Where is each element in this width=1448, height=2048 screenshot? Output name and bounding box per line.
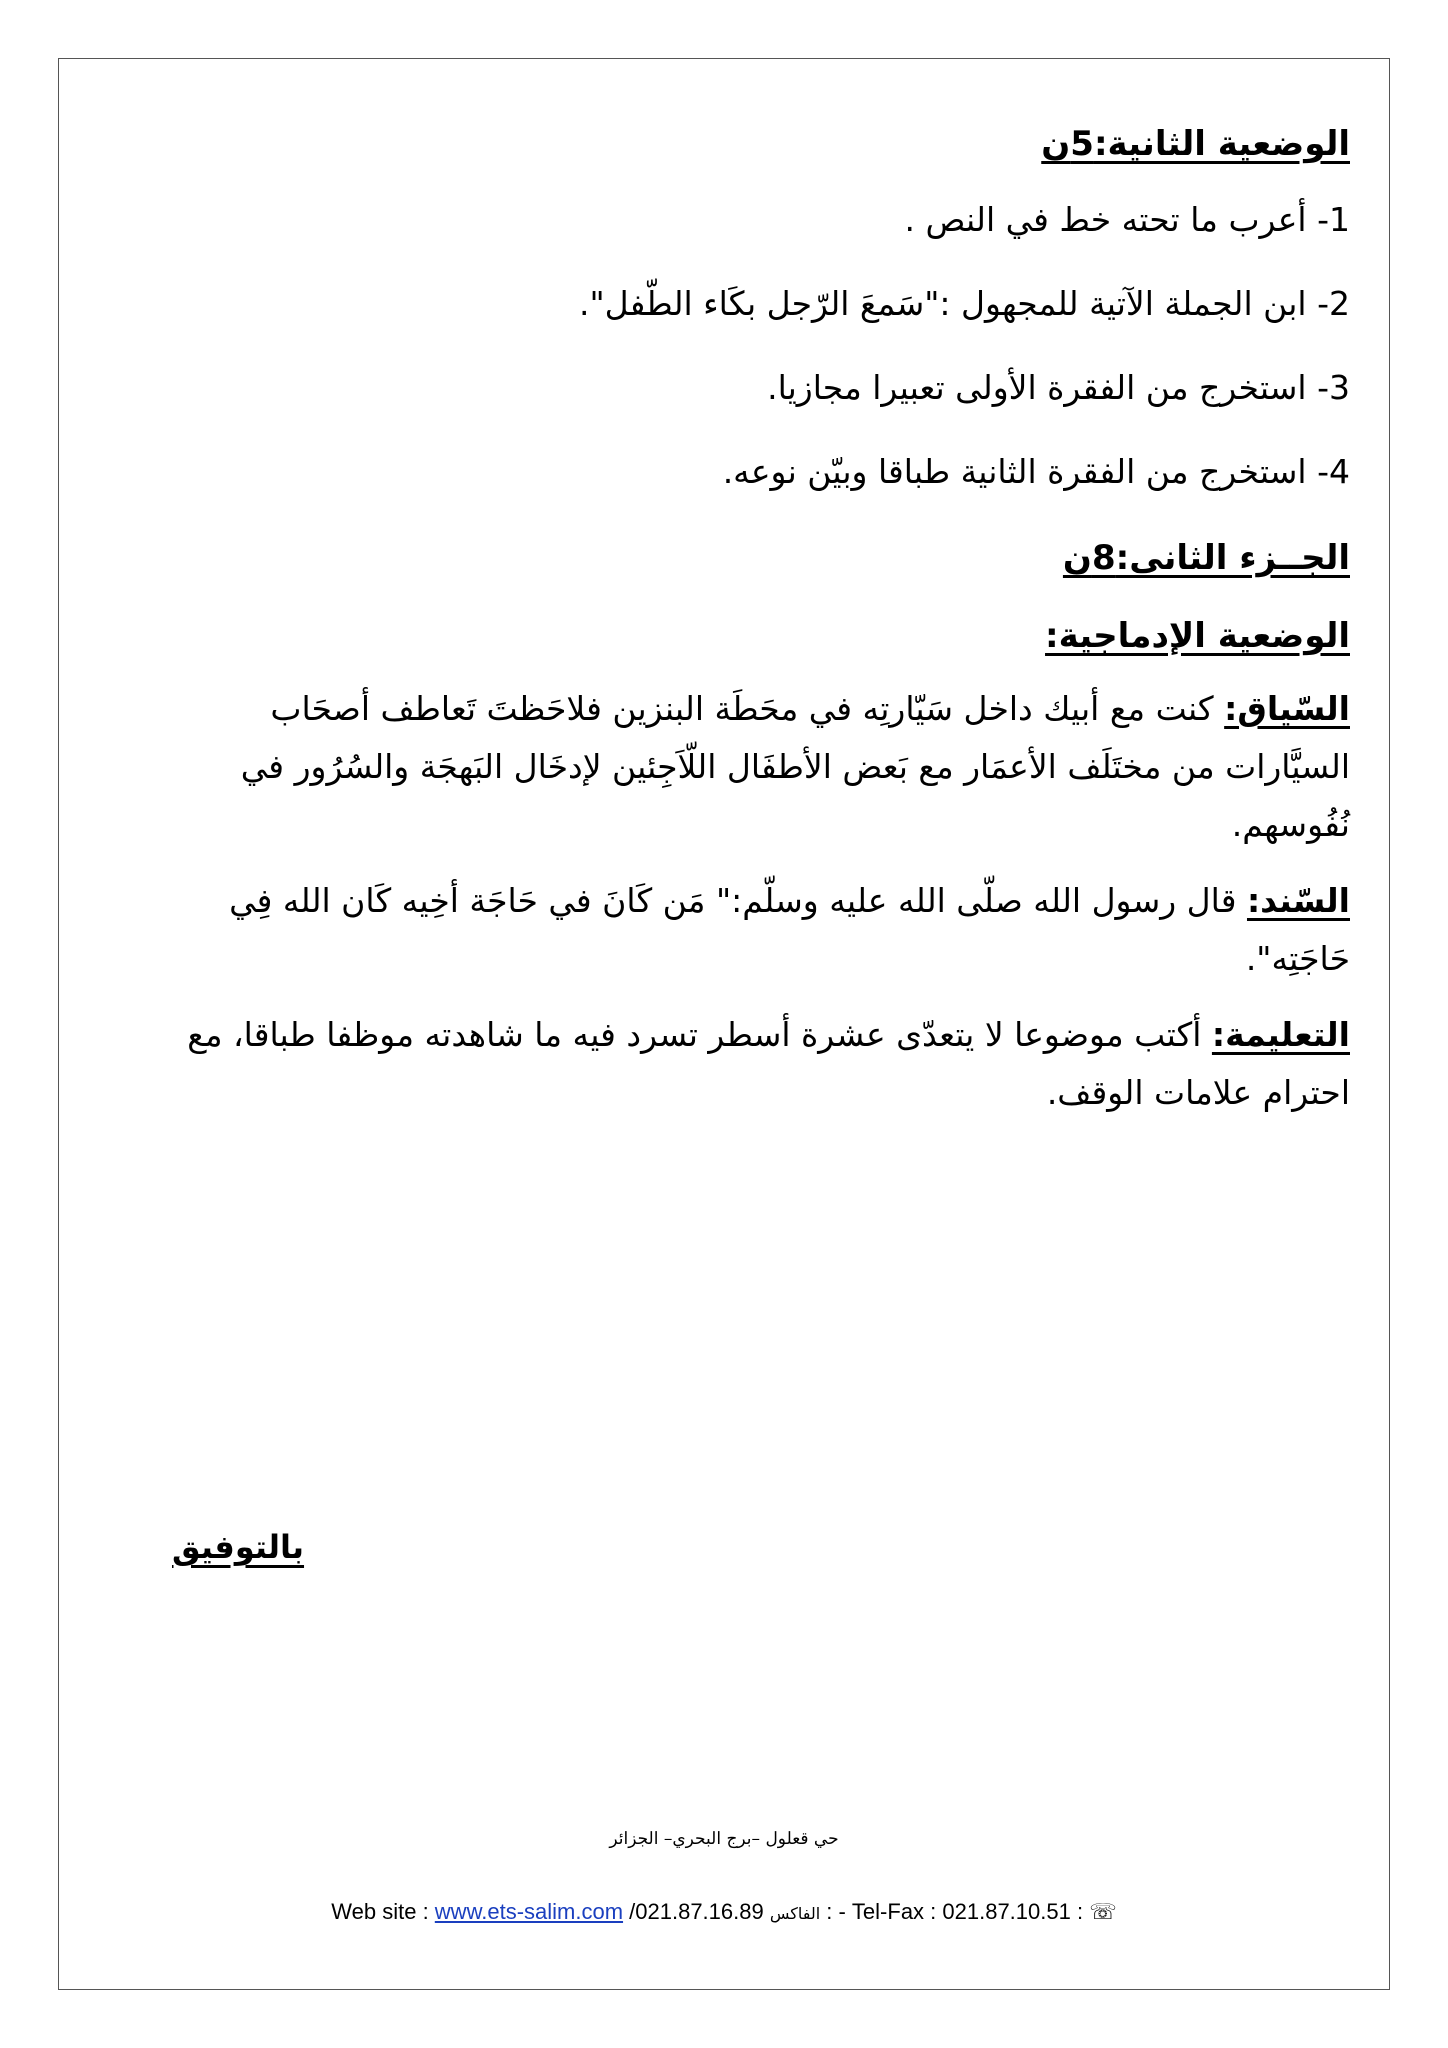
phone-icon: ☏ [1089,1899,1117,1924]
footer-address: حي قعلول –برج البحري– الجزائر [609,1829,839,1849]
good-luck-sign-off: بالتوفيق [172,1528,305,1566]
instruction-text: أكتب موضوعا لا يتعدّى عشرة أسطر تسرد فيه ما شاهدته موظفا طباقا، مع احترام علامات الوقف. [187,1015,1350,1112]
integration-situation-heading: الوضعية الإدماجية: [1045,616,1350,656]
context-paragraph [170,680,1350,854]
context-text: كنت مع أبيك داخل سَيّارتِه في محَطَة البنزين فلاحَظتَ تَعاطف أصحَاب السيَّارات من مختَلَف الأعمَار مع بَعض الأطفَال اللّاَجِئين لإدخَال البَهجَة والسُرُور في نُفُوسهم. [240,689,1350,844]
exam-content [170,110,1350,1122]
website-link[interactable]: www.ets-salim.com [434,1899,624,1924]
fax-label: الفاكس [769,1906,821,1923]
question-3: 3- استخرج من الفقرة الأولى تعبيرا مجازيا. [767,368,1350,407]
question-4: 4- استخرج من الفقرة الثانية طباقا وبيّن نوعه. [722,452,1350,491]
instruction-label: التعليمة: [1211,1015,1350,1054]
support-text: قال رسول الله صلّى الله عليه وسلّم:" مَن كَانَ في حَاجَة أخِيه كَان الله فِي حَاجَتِه". [229,881,1350,978]
web-label: Web site : [331,1899,435,1924]
footer-contact [0,1899,1448,1925]
question-1: 1- أعرب ما تحته خط في النص . [904,200,1350,239]
question-2: 2- ابن الجملة الآتية للمجهول :"سَمعَ الرّجل بكَاء الطّفل". [579,284,1350,323]
fax-number: /021.87.16.89 [623,1899,770,1924]
instruction-paragraph [170,1006,1350,1122]
tel-fax: : - Tel-Fax : 021.87.10.51 : [820,1899,1084,1924]
support-paragraph [170,872,1350,988]
section-two-heading: الوضعية الثانية:5ن [1041,124,1350,164]
context-label: السّياق: [1224,689,1350,728]
support-label: السّند: [1246,881,1350,920]
part-two-heading: الجــزء الثانى:8ن [1062,538,1350,578]
